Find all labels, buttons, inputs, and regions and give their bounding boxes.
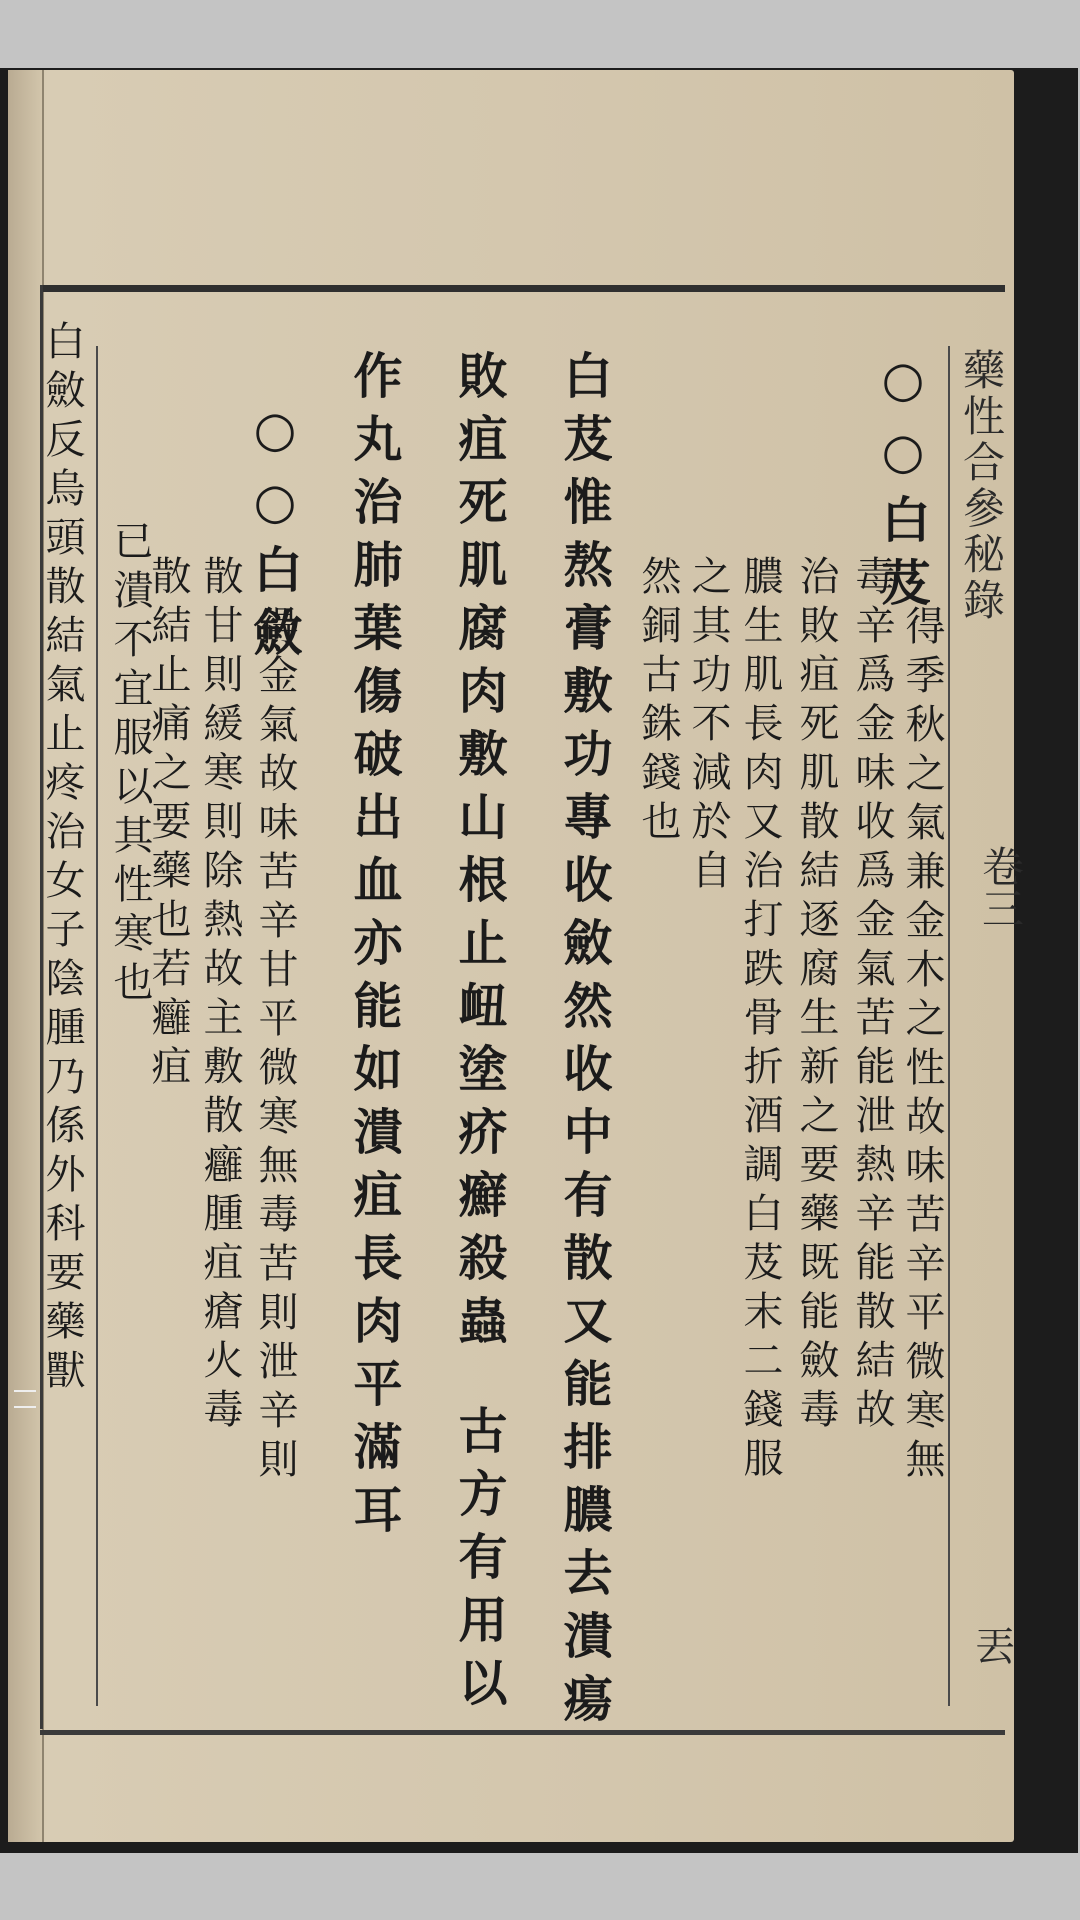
page-number: 丟 (975, 1624, 1015, 1670)
column-heading-baiji: ○○白芨 (874, 350, 932, 620)
column-text: 治敗疽死肌散結逐腐生新之要藥既能斂毒 (793, 555, 839, 1437)
column-text: 散甘則緩寒則除熱故主敷散癰腫疽瘡火毒 (197, 555, 243, 1437)
column-text: 之其功不減於自 (685, 555, 731, 898)
column-text: 白芨惟熬膏敷功專收斂然收中有散又能排膿去潰瘍 (556, 350, 614, 1736)
binding-stitch (14, 1390, 36, 1408)
column-text: 毒辛爲金味收爲金氣苦能泄熱辛能散結故 (849, 555, 895, 1437)
column-text: 古方有用以 (451, 1405, 509, 1720)
column-heading-bailian: ○○白斂 (246, 400, 304, 670)
column-text: 作丸治肺葉傷破出血亦能如潰疽長肉平滿耳 (346, 350, 404, 1547)
column-text: 得金氣故味苦辛甘平微寒無毒苦則泄辛則 (252, 605, 298, 1487)
column-divider (96, 346, 98, 1706)
column-text: 散結止痛之要藥也若癰疽 (145, 555, 191, 1094)
volume-label: 卷三 (976, 845, 1025, 929)
column-text: 得季秋之氣兼金木之性故味苦辛平微寒無 (899, 605, 945, 1487)
column-text: 敗疽死肌腐肉敷山根止衄塗疥癬殺蟲 (451, 350, 509, 1358)
column-text: 然銅古銖錢也 (635, 555, 681, 849)
book-title: 藥性合參秘錄 (957, 348, 1006, 624)
column-text: 白斂反烏頭散結氣止疼治女子陰腫乃係外科要藥獸 (39, 320, 85, 1398)
column-text: 已潰不宜服以其性寒也 (107, 520, 153, 1010)
header-divider (948, 346, 950, 1706)
column-text: 膿生肌長肉又治打跌骨折酒調白芨末二錢服 (737, 555, 783, 1486)
